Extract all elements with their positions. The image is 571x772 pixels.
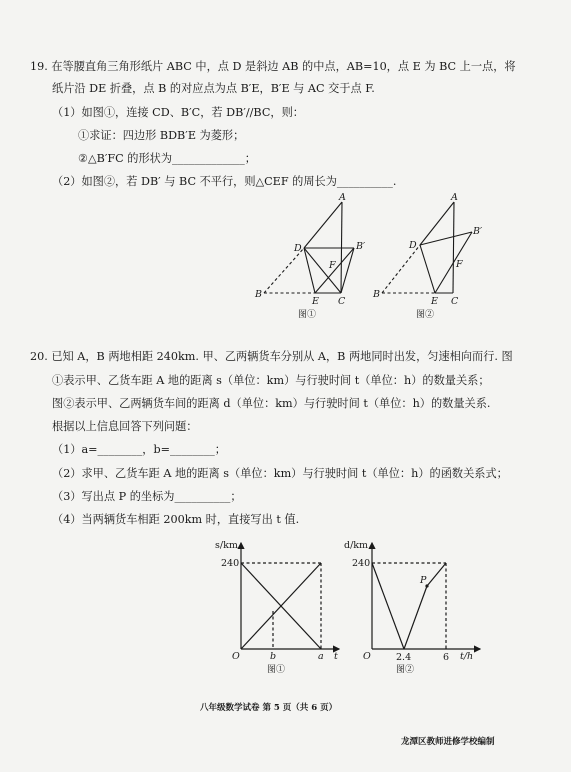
q19-fig2-segment-de — [420, 245, 435, 293]
q19-fig2-segment-db — [420, 232, 472, 245]
q19-fig2-segment-ac — [453, 202, 454, 293]
q20-g2-caption: 图② — [396, 665, 415, 675]
q19-fig1-segment-ad — [304, 202, 342, 248]
q20-g2-xtick-2-4: 2.4 — [396, 652, 412, 663]
q19-fig2-label-c: C — [451, 296, 459, 307]
q19-fig2-label-f: F — [456, 259, 463, 270]
q19-line-5: ②△B′FC 的形状为_____________； — [78, 152, 256, 165]
q19-line-1: 19. 在等腰直角三角形纸片 ABC 中，点 D 是斜边 AB 的中点，AB=10，点 E 为 BC 上一点，将 — [30, 60, 516, 73]
q19-line-3: （1）如图①，连接 CD、B′C，若 DB′//BC，则： — [52, 106, 304, 119]
q20-g1-xtick-a: a — [318, 651, 324, 662]
q19-fig1-caption: 图① — [298, 310, 317, 320]
q19-fig2-caption: 图② — [416, 310, 435, 320]
q20-line-4: 根据以上信息回答下列问题： — [52, 420, 198, 433]
q19-fig1-label-b: B — [255, 289, 262, 300]
q20-line-3: 图②表示甲、乙两辆货车间的距离 d（单位：km）与行驶时间 t（单位：h）的数量关系. — [52, 397, 491, 410]
q20-line-7: （3）写出点 P 的坐标为__________； — [52, 490, 242, 503]
q19-fig2-label-bp: B′ — [473, 226, 483, 237]
q20-line-5: （1）a=________，b=________； — [52, 443, 226, 456]
q20-g2-xtick-6: 6 — [443, 652, 450, 663]
q19-fig2-label-b: B — [373, 289, 380, 300]
q19-fig2-label-a: A — [451, 192, 458, 203]
q19-fig1-label-bp: B′ — [356, 241, 366, 252]
q19-fig1-dashed-bd — [264, 248, 304, 293]
q20-line-8: （4）当两辆货车相距 200km 时，直接写出 t 值. — [52, 513, 300, 526]
q19-fig1-label-e: E — [312, 296, 319, 307]
q20-line-1: 20. 已知 A，B 两地相距 240km. 甲、乙两辆货车分别从 A，B 两地同时出发，匀速相向而行. 图 — [30, 350, 513, 363]
footer-page-number: 八年级数学试卷 第 5 页（共 6 页） — [200, 703, 338, 713]
q19-fig1-label-f: F — [329, 260, 336, 271]
q19-fig1-label-d: D — [294, 243, 302, 254]
q19-fig2-segment-ad — [420, 202, 454, 245]
q20-g1-xtick-b: b — [270, 651, 277, 662]
q20-g2-ylabel: d/km — [344, 540, 369, 551]
q20-g1-xlabel: t — [334, 651, 338, 662]
q20-g1-origin: O — [232, 651, 240, 662]
q20-g2-origin: O — [363, 651, 371, 662]
q20-line-6: （2）求甲、乙货车距 A 地的距离 s（单位：km）与行驶时间 t（单位：h）的函数关系式； — [52, 467, 508, 480]
q20-g2-line-separate — [404, 586, 427, 649]
q20-g2-xlabel: t/h — [460, 651, 474, 662]
q19-figure-2 — [368, 190, 493, 320]
q19-line-2: 纸片沿 DE 折叠，点 B 的对应点为点 B′E，B′E 与 AC 交于点 F. — [52, 82, 375, 95]
q20-g2-line-after-p — [427, 563, 446, 586]
q20-graph-1 — [205, 535, 345, 677]
q19-figure-1 — [250, 190, 375, 320]
q19-fig2-label-d: D — [409, 240, 417, 251]
q20-g2-label-p: P — [420, 575, 427, 586]
q20-g1-ylabel: s/km — [215, 540, 238, 551]
q19-fig2-label-e: E — [431, 296, 438, 307]
q20-graph-2 — [340, 535, 490, 677]
footer-publisher: 龙潭区教师进修学校编制 — [401, 737, 495, 747]
q20-g2-ytick-240: 240 — [352, 558, 371, 569]
q19-fig1-label-a: A — [339, 192, 346, 203]
q19-line-4: ①求证：四边形 BDB′E 为菱形； — [78, 129, 245, 142]
q20-g1-ytick-240: 240 — [221, 558, 240, 569]
q20-g1-caption: 图① — [267, 665, 286, 675]
q19-fig2-dashed-bd — [382, 245, 420, 293]
q20-line-2: ①表示甲、乙货车距 A 地的距离 s（单位：km）与行驶时间 t（单位：h）的数量关系； — [52, 374, 490, 387]
q19-line-6: （2）如图②，若 DB′ 与 BC 不平行，则△CEF 的周长为__________. — [52, 175, 397, 188]
q20-g2-line-approach — [372, 563, 404, 649]
q19-fig1-label-c: C — [338, 296, 346, 307]
